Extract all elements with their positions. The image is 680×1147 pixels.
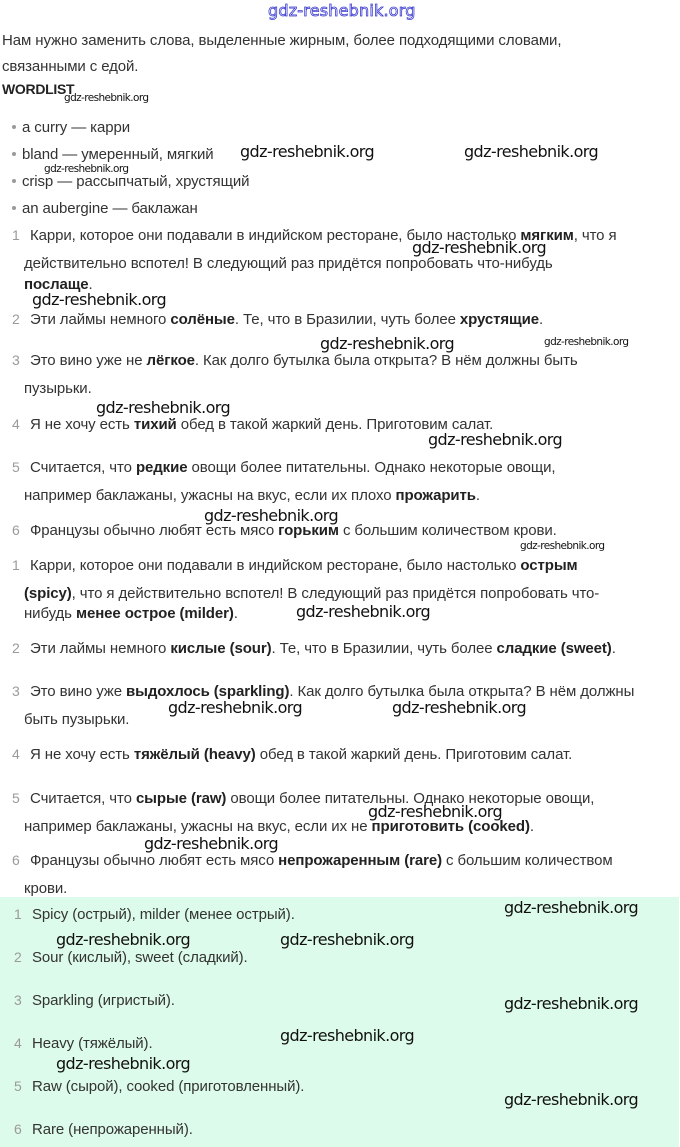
watermark-text: gdz-reshebnik.org xyxy=(504,1090,639,1109)
sentence-continuation xyxy=(24,585,599,602)
item-number: 3 xyxy=(12,352,20,368)
sentence-item xyxy=(12,352,578,369)
sentence-text: Французы обычно любят есть мясо xyxy=(30,522,279,539)
sentence-text: обед в такой жаркий день. Приготовим салат. xyxy=(176,416,494,433)
item-number: 2 xyxy=(14,949,22,965)
watermark-text: gdz-reshebnik.org xyxy=(464,142,599,161)
sentence-text: . xyxy=(233,605,238,622)
item-number: 5 xyxy=(12,459,20,475)
sentence-text: Считается, что xyxy=(30,459,136,476)
highlighted-word: (rare) xyxy=(404,852,442,869)
bullet-icon xyxy=(12,152,16,156)
highlighted-word: приготовить xyxy=(371,818,465,835)
highlighted-word: прожарить xyxy=(395,487,476,504)
watermark-text: gdz-reshebnik.org xyxy=(56,930,191,949)
watermark-text: gdz-reshebnik.org xyxy=(428,430,563,449)
sentence-item xyxy=(12,416,493,433)
bullet-icon xyxy=(12,179,16,183)
item-number: 2 xyxy=(12,311,20,327)
wordlist-heading: WORDLIST xyxy=(2,81,75,97)
wordlist-item: bland — умеренный, мягкий xyxy=(12,146,214,163)
item-number: 3 xyxy=(14,992,22,1008)
sentence-item xyxy=(12,311,543,328)
intro-line-1: Нам нужно заменить слова, выделенные жирным, более подходящими словами, xyxy=(2,32,562,49)
sentence-text: Это вино уже не xyxy=(30,352,147,369)
watermark-text: gdz-reshebnik.org xyxy=(240,142,375,161)
watermark-text: gdz-reshebnik.org xyxy=(412,238,547,257)
highlighted-word: непрожаренным xyxy=(278,852,401,869)
sentence-text: овощи более питательны. Однако некоторые овощи, xyxy=(226,790,595,807)
sentence-text: . Как долго бутылка была открыта? В нём должны xyxy=(289,683,635,700)
sentence-text: . Те, что в Бразилии, чуть более xyxy=(271,640,497,657)
answer-item: 4 Heavy (тяжёлый). xyxy=(14,1035,153,1052)
watermark-text: gdz-reshebnik.org xyxy=(504,898,639,917)
highlighted-word: тяжёлый (heavy) xyxy=(133,746,256,763)
answer-item: 3 Sparkling (игристый). xyxy=(14,992,175,1009)
watermark-text: gdz-reshebnik.org xyxy=(368,802,503,821)
watermark-text: gdz-reshebnik.org xyxy=(520,540,605,552)
watermark-text: gdz-reshebnik.org xyxy=(504,994,639,1013)
watermark-text: gdz-reshebnik.org xyxy=(64,92,149,104)
highlighted-word: сырые (raw) xyxy=(135,790,227,807)
sentence-text: Считается, что xyxy=(30,790,136,807)
highlighted-word: (spicy) xyxy=(24,585,72,602)
item-number: 2 xyxy=(12,640,20,656)
sentence-text: Это вино уже xyxy=(30,683,127,700)
sentence-continuation xyxy=(24,255,553,272)
watermark-text: gdz-reshebnik.org xyxy=(280,1026,415,1045)
sentence-text: . xyxy=(538,311,544,328)
item-number: 5 xyxy=(14,1078,22,1094)
wordlist-item: an aubergine — баклажан xyxy=(12,200,198,217)
sentence-item xyxy=(12,852,613,869)
item-number: 5 xyxy=(12,790,20,806)
highlighted-word: острым xyxy=(520,557,578,574)
item-number: 6 xyxy=(12,852,20,868)
sentence-text: быть пузырьки. xyxy=(24,711,130,728)
sentence-text: действительно вспотел! В следующий раз придётся попробовать что-нибудь xyxy=(24,255,553,272)
highlighted-word: выдохлось (sparkling) xyxy=(126,683,290,700)
sentence-text: Карри, которое они подавали в индийском ресторане, было настолько xyxy=(30,557,521,574)
sentence-item xyxy=(12,683,634,700)
sentence-text: . Те, что в Бразилии, чуть более xyxy=(234,311,460,328)
highlighted-word: лёгкое xyxy=(146,352,195,369)
sentence-text: Карри, которое они подавали в индийском ресторане, было настолько xyxy=(30,227,521,244)
item-number: 1 xyxy=(12,557,20,573)
watermark-text: gdz-reshebnik.org xyxy=(168,698,303,717)
sentence-continuation xyxy=(24,605,238,622)
highlighted-word: хрустящие xyxy=(459,311,539,328)
highlighted-word: менее острое (milder) xyxy=(75,605,234,622)
item-number: 4 xyxy=(12,746,20,762)
item-number: 6 xyxy=(12,522,20,538)
sentence-text: с большим количеством крови. xyxy=(338,522,557,539)
watermark-text: gdz-reshebnik.org xyxy=(544,336,629,348)
intro-line-2: связанными с едой. xyxy=(2,58,139,75)
watermark-text: gdz-reshebnik.org xyxy=(144,834,279,853)
highlighted-word: кислые (sour) xyxy=(170,640,272,657)
sentence-item xyxy=(12,790,594,807)
highlighted-word: горьким xyxy=(278,522,339,539)
answer-item: 1 Spicy (острый), milder (менее острый). xyxy=(14,906,295,923)
sentence-text: , что я действительно вспотел! В следующий раз придётся попробовать что- xyxy=(71,585,600,602)
watermark-text: gdz-reshebnik.org xyxy=(392,698,527,717)
sentence-text: с большим количеством xyxy=(441,852,613,869)
sentence-text: Эти лаймы немного xyxy=(30,311,171,328)
wordlist-item: a curry — карри xyxy=(12,119,130,136)
sentence-text: Французы обычно любят есть мясо xyxy=(30,852,279,869)
sentence-item xyxy=(12,459,556,476)
sentence-text: крови. xyxy=(24,880,68,897)
watermark-text: gdz-reshebnik.org xyxy=(320,334,455,353)
watermark-text: gdz-reshebnik.org xyxy=(56,1054,191,1073)
watermark-text: gdz-reshebnik.org xyxy=(96,398,231,417)
sentence-text: . xyxy=(88,276,93,293)
highlighted-word: послаще xyxy=(24,276,89,293)
highlighted-word: (cooked) xyxy=(468,818,530,835)
highlighted-word: тихий xyxy=(133,416,177,433)
watermark-text: gdz-reshebnik.org xyxy=(296,602,431,621)
bullet-icon xyxy=(12,206,16,210)
sentence-text: Эти лаймы немного xyxy=(30,640,171,657)
sentence-text: Я не хочу есть xyxy=(30,746,134,763)
bullet-icon xyxy=(12,125,16,129)
answer-item: 2 Sour (кислый), sweet (сладкий). xyxy=(14,949,248,966)
highlighted-word: редкие xyxy=(135,459,188,476)
item-number: 1 xyxy=(14,906,22,922)
highlighted-word: сладкие (sweet) xyxy=(496,640,612,657)
sentence-continuation xyxy=(24,380,92,397)
sentence-item xyxy=(12,746,572,763)
sentence-text: . xyxy=(475,487,480,504)
item-number: 4 xyxy=(14,1035,22,1051)
sentence-text: овощи более питательны. Однако некоторые овощи, xyxy=(187,459,556,476)
watermark-text: gdz-reshebnik.org xyxy=(32,290,167,309)
watermark-text: gdz-reshebnik.org xyxy=(44,163,129,175)
top-watermark[interactable]: gdz-reshebnik.org xyxy=(268,1,416,20)
sentence-text: например баклажаны, ужасны на вкус, если их плохо xyxy=(24,487,396,504)
item-number: 4 xyxy=(12,416,20,432)
sentence-text: например баклажаны, ужасны на вкус, если их не xyxy=(24,818,372,835)
sentence-text: . xyxy=(529,818,534,835)
sentence-continuation xyxy=(24,880,67,897)
sentence-continuation xyxy=(24,487,480,504)
answer-item: 5 Raw (сырой), cooked (приготовленный). xyxy=(14,1078,305,1095)
sentence-text: . xyxy=(611,640,616,657)
item-number: 3 xyxy=(12,683,20,699)
sentence-text: обед в такой жаркий день. Приготовим салат. xyxy=(255,746,573,763)
sentence-continuation xyxy=(24,711,129,728)
answer-item: 6 Rare (непрожаренный). xyxy=(14,1121,193,1138)
sentence-text: , что я xyxy=(573,227,617,244)
sentence-item xyxy=(12,557,578,574)
watermark-text: gdz-reshebnik.org xyxy=(204,506,339,525)
item-number: 6 xyxy=(14,1121,22,1137)
sentence-text: пузырьки. xyxy=(24,380,92,397)
wordlist-item: crisp — рассыпчатый, хрустящий xyxy=(12,173,249,190)
sentence-text: Я не хочу есть xyxy=(30,416,134,433)
sentence-item xyxy=(12,640,616,657)
item-number: 1 xyxy=(12,227,20,243)
watermark-text: gdz-reshebnik.org xyxy=(280,930,415,949)
sentence-text: нибудь xyxy=(24,605,76,622)
highlighted-word: солёные xyxy=(170,311,235,328)
highlighted-word: мягким xyxy=(520,227,574,244)
sentence-text: . Как долго бутылка была открыта? В нём должны быть xyxy=(194,352,578,369)
